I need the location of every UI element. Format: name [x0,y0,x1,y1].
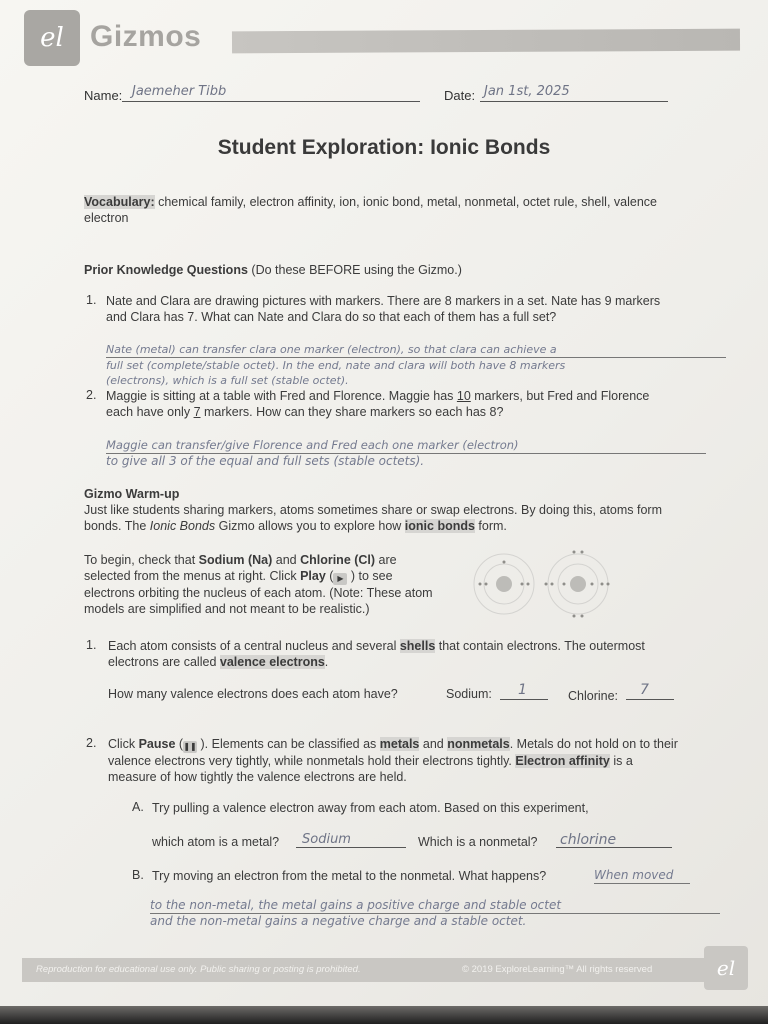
sodium-atom [474,554,534,614]
qb-answer-line1: to the non-metal, the metal gains a positive charge and stable octet [150,898,720,914]
page-edge-shadow [0,1006,768,1024]
atom-models-image [462,548,632,628]
prior-q2-part2: markers, but Fred and Florence each have only [106,389,650,419]
sodium-label: Sodium: [446,687,492,701]
date-value: Jan 1st, 2025 [484,84,570,99]
warmup-intro-a: Just like students sharing markers, atoms sometimes share or swap electrons. By doing this, atoms form bonds. The [84,503,663,533]
chlorine-label: Chlorine: [568,689,619,703]
date-field[interactable] [480,84,668,102]
prior-q2-part1: Maggie is sitting at a table with Fred and Florence. Maggie has [106,389,457,403]
nonmetal-prompt: Which is a nonmetal? [418,835,538,849]
q2-b: ). Elements can be classified as [197,737,380,751]
prior-q2-ten: 10 [456,389,471,403]
qa-text: Try pulling a valence electron away from each atom. Based on this experiment, [152,801,589,815]
begin-b: are selected from the menus at right. Click [84,553,397,583]
play-icon: ▶ [333,573,347,585]
prior-knowledge-heading [84,262,684,278]
begin-c: ) to see electrons orbiting the nucleus of each atom. (Note: These atom models are simplified and not meant to be realistic.) [84,569,433,616]
gizmos-logo [24,10,80,66]
metal-prompt: which atom is a metal? [152,835,280,849]
prior-q2-part3: markers. How can they share markers so each has 8? [200,405,504,419]
q2-a: Click [108,737,139,751]
prior-a1-line2: full set (complete/stable octet). In the end, nate and clara will both have 8 markers [106,359,566,372]
nonmetal-answer-field[interactable] [556,832,672,848]
warmup-q1-text [108,638,668,670]
prior-q2-number: 2. [86,388,97,402]
qb-answer-line2: and the non-metal gains a negative charge and a stable octet. [150,914,527,928]
warmup-q1-number: 1. [86,638,97,652]
begin-a: To begin, check that [84,553,199,567]
name-value: Jaemeher Tibb [132,84,227,99]
q2-metals: metals [379,737,420,751]
sodium-answer-field[interactable] [500,684,548,700]
warmup-intro-gizmo: Ionic Bonds [149,519,216,533]
nonmetal-answer: chlorine [560,832,617,848]
q2-nonmetals: nonmetals [447,737,510,751]
q1-a: Each atom consists of a central nucleus and several [108,639,400,653]
date-label: Date: [444,88,476,103]
q1-c: . [324,655,329,669]
warmup-intro-term: ionic bonds [404,519,475,533]
footer-copyright: © 2019 ExploreLearning™ All rights reserved [462,964,653,975]
warmup-intro-c: form. [474,519,507,533]
warmup-q2-number: 2. [86,736,97,750]
chlorine-answer: 7 [640,682,649,698]
pause-icon: ❚❚ [183,742,197,751]
warmup-begin: To begin, check that Sodium (Na) and Chlorine (Cl) are selected from the menus at right. Click Play ( ▶ ) to see electrons orbiting the nucleus of each atom. (Note: These atom models are simplified and not meant to be realistic.) [84,553,433,616]
warmup-intro-b: Gizmo allows you to explore how [215,519,405,533]
warmup-heading: Gizmo Warm-up [84,487,180,501]
warmup-q2-text: Click Pause (❚❚ ). Elements can be classified as metals and nonmetals. Metals do not hold on to their valence electrons very tightly, while nonmetals hold their electrons tightly. Electron affinity is a measure of how tightly the valence electrons are held. [108,737,678,784]
qb-answer-start[interactable]: When moved [594,868,690,884]
begin-and: and [272,553,301,567]
footer-logo [704,946,748,990]
vocabulary-label: Vocabulary: [84,195,155,209]
warmup-intro [84,502,680,534]
begin-chlorine: Chlorine (Cl) [300,553,376,567]
prior-q1-number: 1. [86,293,97,307]
begin-sodium: Sodium (Na) [198,553,273,567]
logo-text: el [40,23,64,53]
valence-prompt: How many valence electrons does each atom have? [108,687,398,701]
prior-q1-text: Nate and Clara are drawing pictures with markers. There are 8 markers in a set. Nate has 9 markers and Clara has 7. What can Nate and Clara do so that each of them has a full set? [106,294,661,324]
footer-logo-text: el [716,956,736,980]
page-title: Student Exploration: Ionic Bonds [217,136,551,159]
q1-shells: shells [399,639,436,653]
vocabulary-text: chemical family, electron affinity, ion, ionic bond, metal, nonmetal, octet rule, shell, valence electron [84,195,657,225]
prior-q2-text [106,388,676,420]
metal-answer: Sodium [302,832,351,847]
name-field[interactable] [122,84,420,102]
sodium-answer: 1 [518,682,527,698]
q2-d: is a measure of how tightly the valence electrons are held. [108,754,633,784]
q1-valence: valence electrons [219,655,325,669]
prior-q2-seven: 7 [193,405,201,419]
name-label: Name: [84,88,123,103]
prior-a2-line2: to give all 3 of the equal and full sets (stable octets). [106,454,425,468]
qa-label: A. [132,800,144,814]
prior-a2[interactable] [106,438,706,469]
begin-play: Play [300,569,326,583]
prior-a1[interactable] [106,342,726,388]
prior-a1-line3: (electrons), which is a full set (stable octet). [106,374,349,387]
qb-answer[interactable] [150,898,720,929]
qb-label: B. [132,868,144,882]
metal-answer-field[interactable] [296,832,406,848]
brand-name: Gizmos [90,20,202,53]
vocabulary [84,194,684,226]
qb-text: Try moving an electron from the metal to the nonmetal. What happens? [152,869,547,883]
prior-heading-note: (Do these BEFORE using the Gizmo.) [251,263,462,277]
prior-heading-text: Prior Knowledge Questions [84,263,248,277]
footer-reproduction-note: Reproduction for educational use only. Public sharing or posting is prohibited. [36,964,361,975]
q2-affinity: Electron affinity [515,754,610,768]
q2-pause: Pause [138,737,176,751]
header-bar [232,29,740,54]
prior-a1-line1: Nate (metal) can transfer clara one marker (electron), so that clara can achieve a [106,342,726,358]
q1-b: that contain electrons. The outermost electrons are called [108,639,645,669]
q2-and: and [419,737,448,751]
prior-a2-line1: Maggie can transfer/give Florence and Fred each one marker (electron) [106,438,706,454]
q2-c: . Metals do not hold on to their valence electrons very tightly, while nonmetals hold their electrons tightly. [108,737,678,768]
chlorine-answer-field[interactable] [626,684,674,700]
chlorine-atom [545,551,610,618]
